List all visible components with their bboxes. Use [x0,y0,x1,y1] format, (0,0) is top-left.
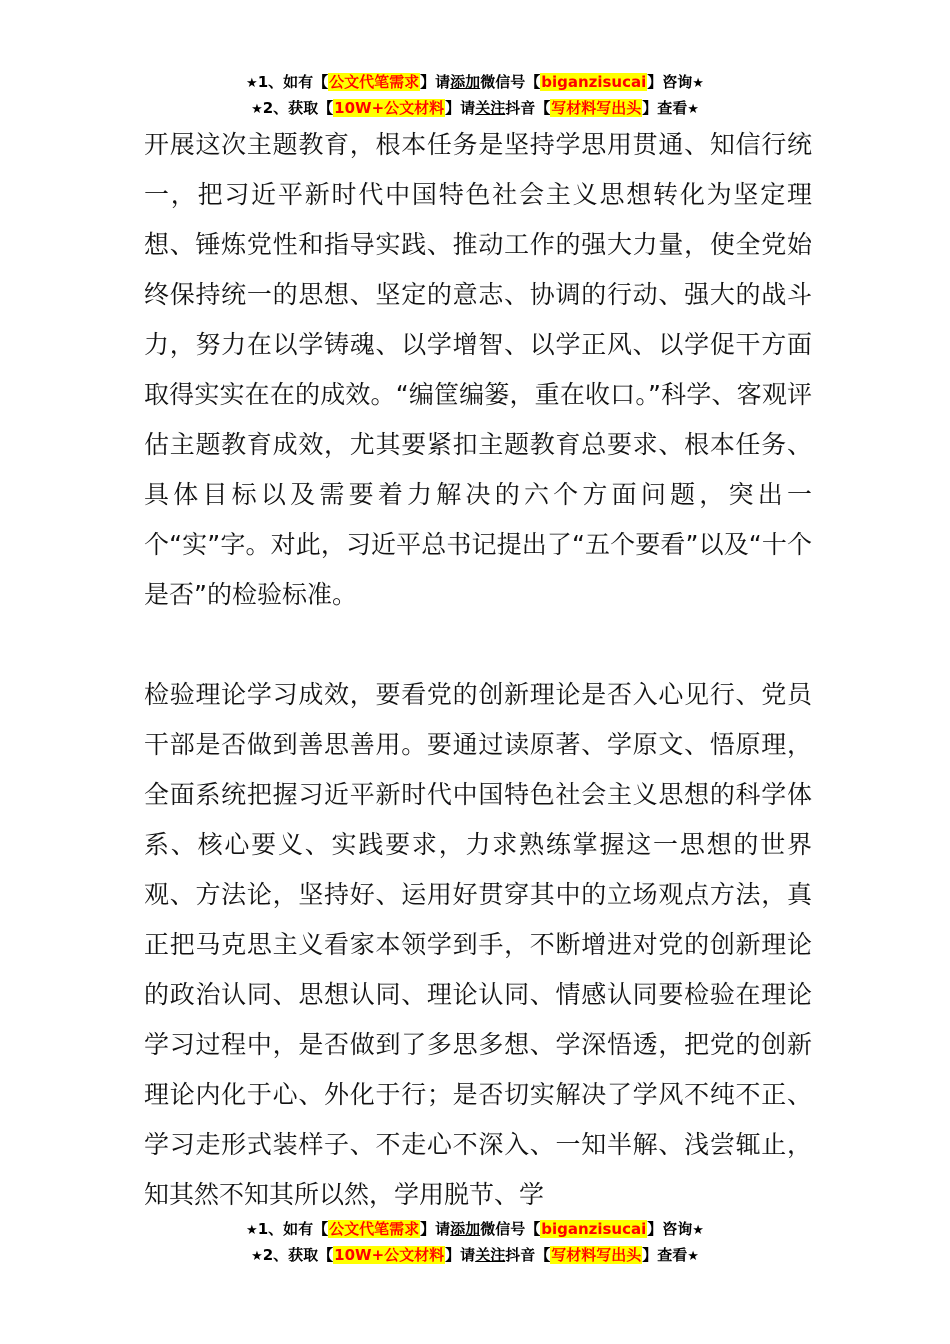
banner-text: 1、如有【 [257,73,329,91]
star-icon: ★ [246,1223,258,1238]
star-icon: ★ [692,1223,704,1238]
star-icon: ★ [692,76,704,91]
banner-underlined: 添加 [450,1220,481,1238]
banner-line-2 [0,1243,950,1269]
banner-text: 】请 [445,99,476,117]
star-icon: ★ [251,1249,263,1264]
banner-text: 】查看 [642,99,688,117]
banner-text: 】请 [420,1220,451,1238]
banner-line-1 [0,1217,950,1243]
banner-text: 微信号【 [480,1220,541,1238]
document-body [144,120,812,1220]
banner-text: 】咨询 [647,73,693,91]
banner-text: 2、获取【 [262,99,334,117]
highlight-douyin: 写材料写出头 [551,99,642,117]
banner-text: 】请 [445,1246,476,1264]
star-icon: ★ [687,1249,699,1264]
highlight-wechat-id: biganzisucai [541,1220,647,1238]
banner-line-2 [0,96,950,122]
banner-underlined: 关注 [475,1246,506,1264]
banner-text: 抖音【 [505,1246,551,1264]
footer-banner [0,1217,950,1269]
paragraph-2: 检验理论学习成效，要看党的创新理论是否入心见行、党员干部是否做到善思善用。要通过读原著、学原文、悟原理，全面系统把握习近平新时代中国特色社会主义思想的科学体系、核心要义、实践要求，力求熟练掌握这一思想的世界观、方法论，坚持好、运用好贯穿其中的立场观点方法，真正把马克思主义看家本领学到手，不断增进对党的创新理论的政治认同、思想认同、理论认同、情感认同要检验在理论学习过程中，是否做到了多思多想、学深悟透，把党的创新理论内化于心、外化于行；是否切实解决了学风不纯不正、学习走形式装样子、不走心不深入、一知半解、浅尝辄止，知其然不知其所以然，学用脱节、学 [144,680,812,1209]
highlight-wechat-id: biganzisucai [541,73,647,91]
banner-text: 1、如有【 [257,1220,329,1238]
banner-text: 抖音【 [505,99,551,117]
banner-text: 】咨询 [647,1220,693,1238]
banner-text: 】查看 [642,1246,688,1264]
banner-text: 】请 [420,73,451,91]
star-icon: ★ [251,102,263,117]
star-icon: ★ [687,102,699,117]
highlight-douyin: 写材料写出头 [551,1246,642,1264]
banner-text: 2、获取【 [262,1246,334,1264]
header-banner [0,70,950,122]
paragraph-1: 开展这次主题教育，根本任务是坚持学思用贯通、知信行统一，把习近平新时代中国特色社会主义思想转化为坚定理想、锤炼党性和指导实践、推动工作的强大力量，使全党始终保持统一的思想、坚定的意志、协调的行动、强大的战斗力，努力在以学铸魂、以学增智、以学正风、以学促干方面取得实实在在的成效。“编筐编篓，重在收口。”科学、客观评估主题教育成效，尤其要紧扣主题教育总要求、根本任务、具体目标以及需要着力解决的六个方面问题，突出一个“实”字。对此，习近平总书记提出了“五个要看”以及“十个是否”的检验标准。 [144,130,812,609]
banner-text: 微信号【 [480,73,541,91]
highlight-materials: 10W+公文材料 [334,99,445,117]
highlight-materials: 10W+公文材料 [334,1246,445,1264]
banner-underlined: 添加 [450,73,481,91]
banner-line-1 [0,70,950,96]
highlight-service: 公文代笔需求 [329,73,420,91]
star-icon: ★ [246,76,258,91]
highlight-service: 公文代笔需求 [329,1220,420,1238]
banner-underlined: 关注 [475,99,506,117]
